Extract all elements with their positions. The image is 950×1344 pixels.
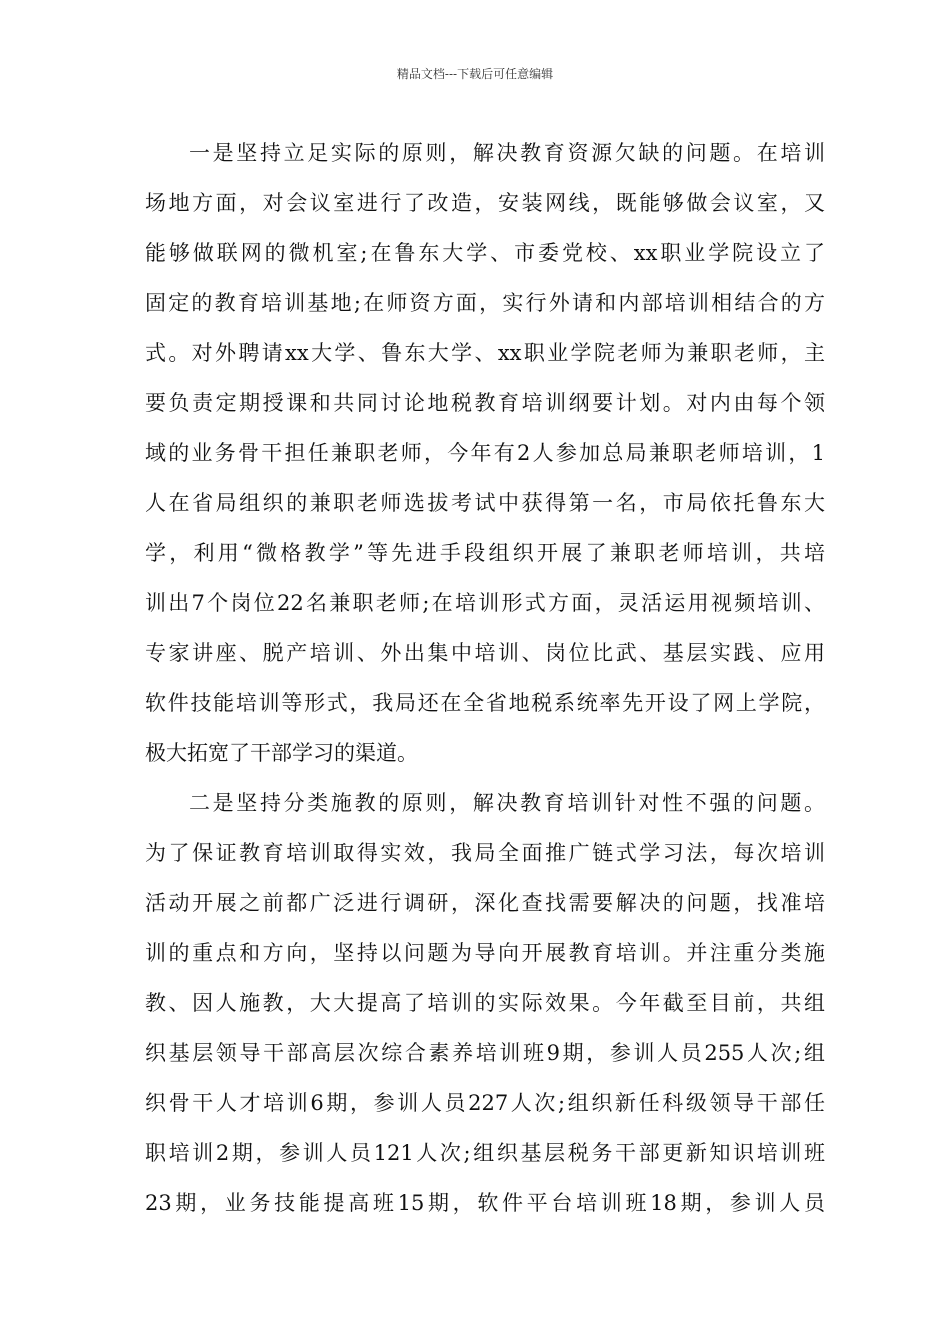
- text-line: 学，利用“微格教学”等先进手段组织开展了兼职老师培训，共培: [145, 541, 825, 565]
- text-line: 式。对外聘请xx大学、鲁东大学、xx职业学院老师为兼职老师，主: [145, 341, 825, 365]
- text-line: 织骨干人才培训6期，参训人员227人次;组织新任科级领导干部任: [145, 1091, 825, 1115]
- text-line: 二是坚持分类施教的原则，解决教育培训针对性不强的问题。: [189, 791, 825, 815]
- text-line: 为了保证教育培训取得实效，我局全面推广链式学习法，每次培训: [145, 841, 825, 865]
- text-line: 职培训2期，参训人员121人次;组织基层税务干部更新知识培训班: [145, 1141, 825, 1165]
- text-line: 专家讲座、脱产培训、外出集中培训、岗位比武、基层实践、应用: [145, 641, 825, 665]
- document-body: [145, 128, 825, 1228]
- text-line: 一是坚持立足实际的原则，解决教育资源欠缺的问题。在培训: [189, 141, 825, 165]
- text-line: 23期，业务技能提高班15期，软件平台培训班18期，参训人员: [145, 1191, 825, 1215]
- text-line: 训的重点和方向，坚持以问题为导向开展教育培训。并注重分类施: [145, 941, 825, 965]
- page-header: 精品文档---下载后可任意编辑: [396, 67, 554, 81]
- text-line: 域的业务骨干担任兼职老师，今年有2人参加总局兼职老师培训，1: [145, 441, 825, 465]
- paragraph: [145, 128, 825, 778]
- text-line: 训出7个岗位22名兼职老师;在培训形式方面，灵活运用视频培训、: [145, 591, 825, 615]
- text-line: 要负责定期授课和共同讨论地税教育培训纲要计划。对内由每个领: [145, 391, 825, 415]
- paragraph: [145, 778, 825, 1228]
- text-line: 极大拓宽了干部学习的渠道。: [145, 741, 418, 765]
- text-line: 软件技能培训等形式，我局还在全省地税系统率先开设了网上学院，: [145, 691, 825, 715]
- text-line: 能够做联网的微机室;在鲁东大学、市委党校、xx职业学院设立了: [145, 241, 825, 265]
- text-line: 场地方面，对会议室进行了改造，安装网线，既能够做会议室，又: [145, 191, 825, 215]
- text-line: 织基层领导干部高层次综合素养培训班9期，参训人员255人次;组: [145, 1041, 825, 1065]
- text-line: 活动开展之前都广泛进行调研，深化查找需要解决的问题，找准培: [145, 891, 825, 915]
- text-line: 教、因人施教，大大提高了培训的实际效果。今年截至目前，共组: [145, 991, 825, 1015]
- text-line: 固定的教育培训基地;在师资方面，实行外请和内部培训相结合的方: [145, 291, 825, 315]
- text-line: 人在省局组织的兼职老师选拔考试中获得第一名，市局依托鲁东大: [145, 491, 825, 515]
